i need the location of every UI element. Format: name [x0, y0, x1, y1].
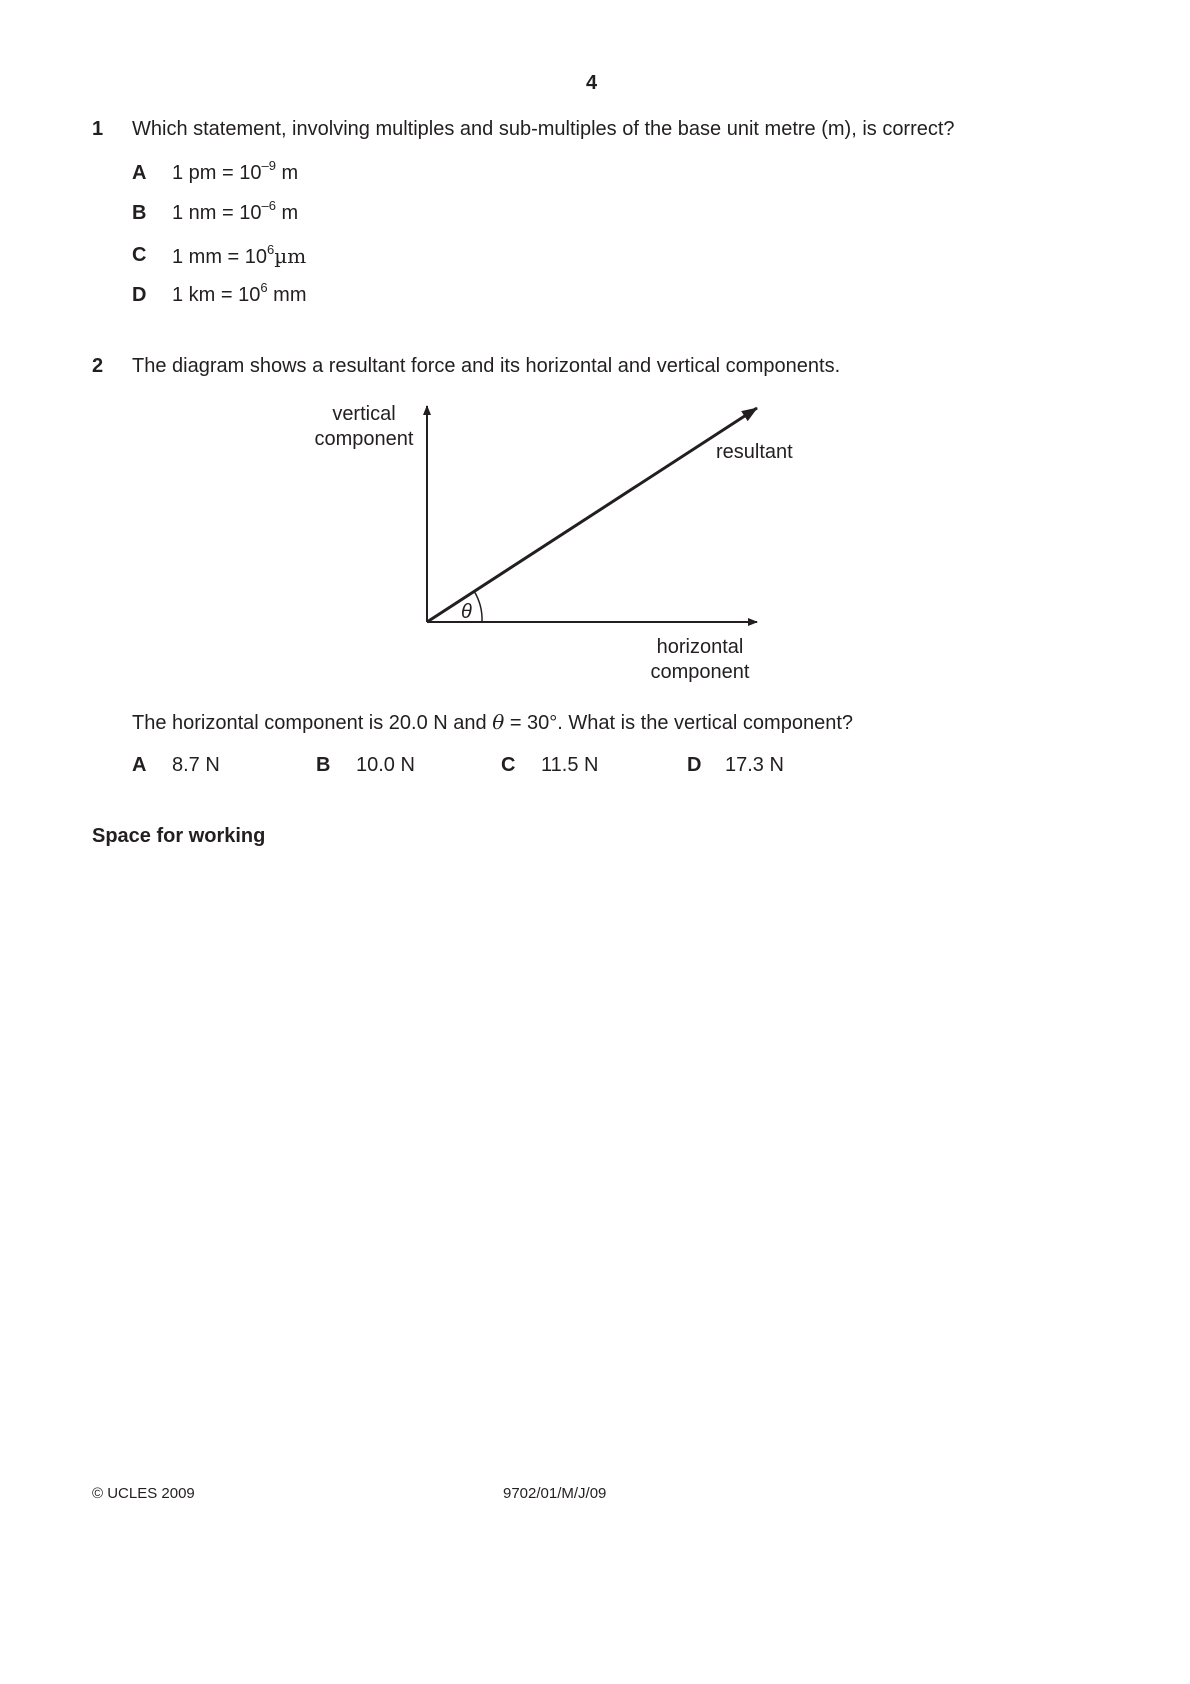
q2-option-a-value[interactable]: 8.7 N [172, 754, 220, 776]
q1-option-c-text[interactable]: 1 mm = $10^6\mu m$ [172, 242, 307, 268]
q1-option-d-text[interactable]: 1 km = $10^6$ mm [172, 280, 307, 306]
question-1-number: 1 [92, 118, 104, 140]
question-2-number: 2 [92, 355, 104, 377]
resultant-label: resultant [716, 441, 793, 463]
q1-option-b-letter[interactable]: B [132, 202, 147, 224]
q1-option-c-letter[interactable]: C [132, 244, 147, 266]
angle-arc [474, 591, 482, 622]
q1-option-a-letter[interactable]: A [132, 162, 147, 184]
theta-label: θ [461, 601, 472, 623]
q2-option-c-value[interactable]: 11.5 N [541, 754, 599, 776]
q2-option-a-letter[interactable]: A [132, 754, 147, 776]
vertical-label-line-2: component [314, 428, 414, 450]
q2-option-d-value[interactable]: 17.3 N [725, 754, 784, 776]
q2-option-c-letter[interactable]: C [501, 754, 516, 776]
question-2-text: The diagram shows a resultant force and its horizontal and vertical components. [132, 355, 841, 377]
q1-option-a-text[interactable]: 1 pm = $10^{-9}$ m [172, 158, 299, 184]
page-number: 4 [586, 72, 598, 94]
force-diagram [0, 0, 1190, 760]
q2-option-b-letter[interactable]: B [316, 754, 331, 776]
footer-paper-code: 9702/01/M/J/09 [503, 1485, 607, 1502]
space-for-working-label: Space for working [92, 825, 266, 847]
question-2-statement: The horizontal component is 20.0 N and θ = 30°. What is the vertical component? [132, 710, 853, 734]
q2-option-b-value[interactable]: 10.0 N [356, 754, 415, 776]
q1-option-b-text[interactable]: 1 nm = $10^{-6}$ m [172, 198, 299, 224]
q2-option-d-letter[interactable]: D [687, 754, 702, 776]
question-1-text: Which statement, involving multiples and sub-multiples of the base unit metre (m), is correct? [132, 118, 955, 140]
q1-option-d-letter[interactable]: D [132, 284, 147, 306]
resultant-arrow [427, 408, 757, 622]
horizontal-label-line-1: horizontal [656, 636, 744, 658]
horizontal-label-line-2: component [650, 661, 750, 683]
footer-copyright: © UCLES 2009 [92, 1485, 195, 1502]
vertical-label-line-1: vertical [332, 403, 396, 425]
